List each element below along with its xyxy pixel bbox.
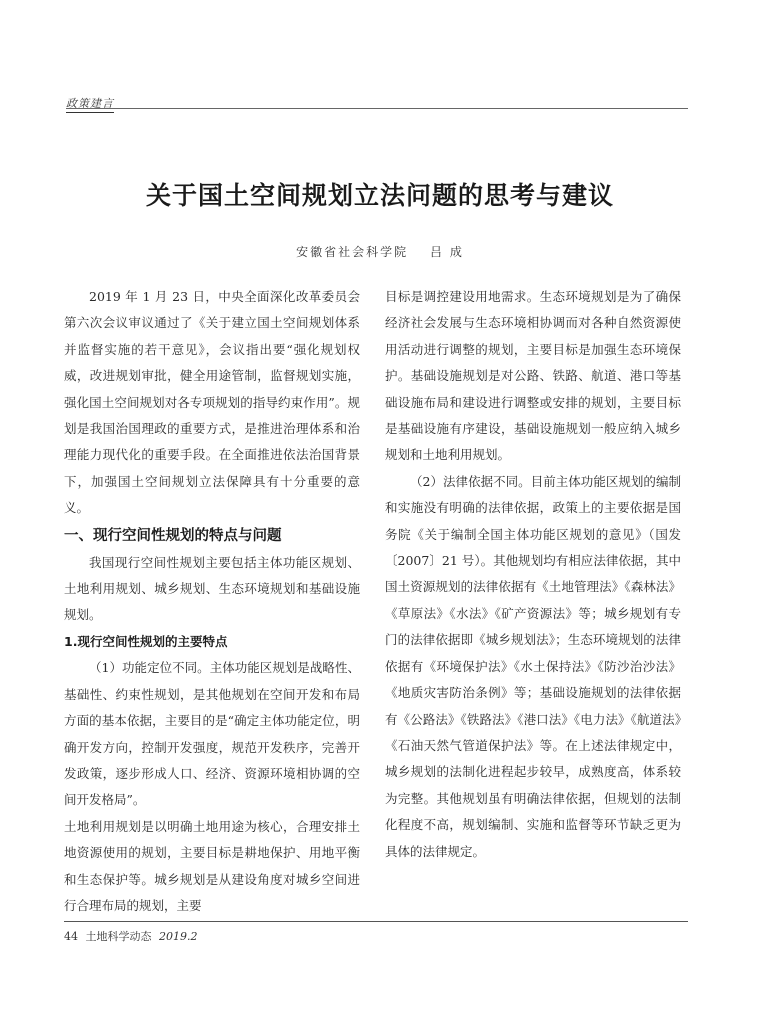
- article-title: 关于国土空间规划立法问题的思考与建议: [145, 181, 614, 210]
- journal-issue: 2019.2: [159, 930, 198, 943]
- landuse-paragraph: 土地利用规划是以明确土地用途为核心，合理安排土地资源使用的规划，主要目标是耕地保护、用地平衡和生态保护等。城乡规划是从建设角度对城乡空间进行合理布局的规划，主要: [64, 818, 360, 913]
- continued-paragraph: 目标是调控建设用地需求。生态环境规划是为了确保经济社会发展与生态环境相协调而对各种自然资源使用活动进行调整的规划，主要目标是加强生态环境保护。基础设施规划是对公路、铁路、航道、港口等基础设施布局和建设进行调整或安排的规划，主要目标是基础设施有序建设，基础设施规划一般应纳入城乡规划和土地利用规划。: [385, 289, 681, 463]
- page-number: 44: [64, 930, 78, 943]
- legal-basis-paragraph: （2）法律依据不同。目前主体功能区规划的编制和实施没有明确的法律依据，政策上的主要依据是国务院《关于编制全国主体功能区规划的意见》（国发〔2007〕21 号）。其他规划均有相应法律依据，其中国土资源规划的法律依据有《土地管理法》《森林法》《草原法》《水法》《矿产资源法》等；城乡规划有专门的法律依据即《城乡规划法》；生态环境规划的法律依据有《环境保护法》《水土保持法》《防沙治沙法》《地质灾害防治条例》等；基础设施规划的法律依据有《公路法》《铁路法》《港口法》《电力法》《航道法》《石油天然气管道保护法》等。在上述法律规定中，城乡规划的法制化进程起步较早，成熟度高，体系较为完整。其他规划虽有明确法律依据，但规划的法制化程度不高，规划编制、实施和监督等环节缺乏更为具体的法律规定。: [385, 473, 681, 859]
- right-column: [385, 284, 681, 865]
- byline: [0, 243, 760, 260]
- subsection-heading: 1.现行空间性规划的主要特点: [64, 633, 228, 649]
- section-intro-paragraph: 我国现行空间性规划主要包括主体功能区规划、土地利用规划、城乡规划、生态环境规划和基础设施规划。: [64, 554, 360, 623]
- page-footer: [64, 928, 202, 944]
- positioning-paragraph: （1）功能定位不同。主体功能区规划是战略性、基础性、约束性规划，是其他规划在空间开发和布局方面的基本依据，主要目的是“确定主体功能定位，明确开发方向，控制开发强度，规范开发秩序，完善开发政策，逐步形成人口、经济、资源环境相协调的空间开发格局”。: [64, 660, 360, 808]
- header-divider: [66, 108, 688, 109]
- section-label: 政策建言: [66, 95, 114, 113]
- intro-paragraph: 2019 年 1 月 23 日，中央全面深化改革委员会第六次会议审议通过了《关于建立国土空间规划体系并监督实施的若干意见》，会议指出要“强化规划权威，改进规划审批，健全用途管制，监督规划实施，强化国土空间规划对各专项规划的指导约束作用”。规划是我国治国理政的重要方式，是推进治理体系和治理能力现代化的重要手段。在全面推进依法治国背景下，加强国土空间规划立法保障具有十分重要的意义。: [64, 289, 360, 516]
- journal-name: 土地科学动态: [85, 930, 152, 943]
- author-name: 吕 成: [430, 245, 464, 259]
- section-heading: 一、现行空间性规划的特点与问题: [64, 527, 282, 544]
- left-column: [64, 284, 360, 919]
- footer-divider: [64, 921, 688, 922]
- author-affiliation: 安徽省社会科学院: [296, 245, 409, 259]
